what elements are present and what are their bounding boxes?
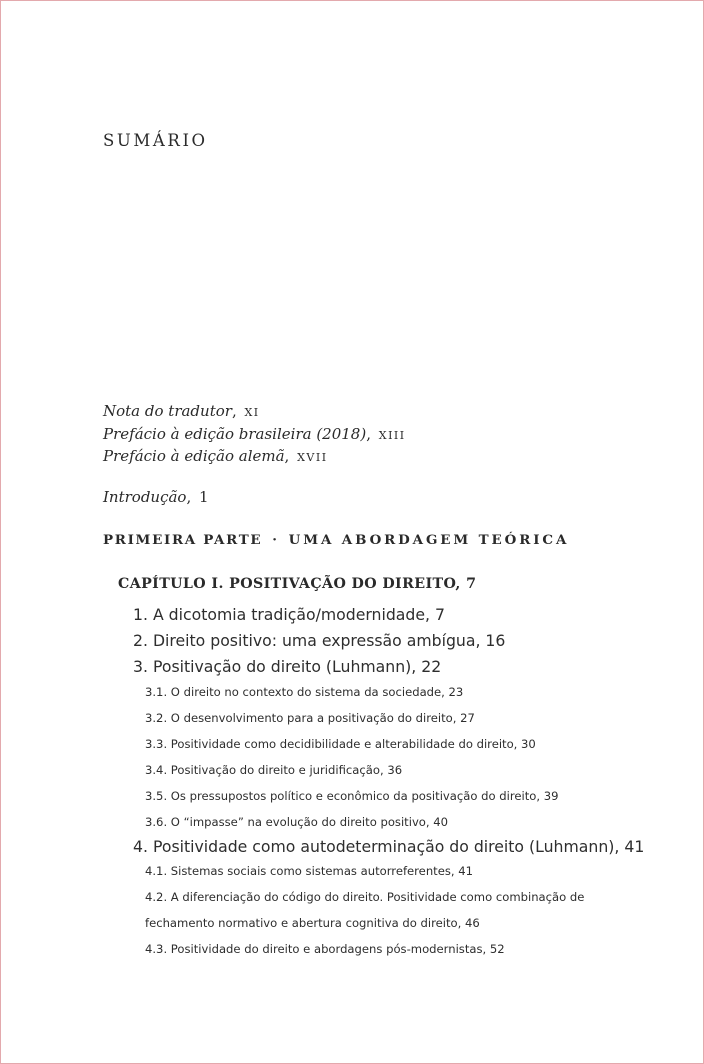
toc-entry-page: , xvii <box>284 447 328 465</box>
toc-subsection-3-2[interactable]: 3.2. O desenvolvimento para a positivação do direito, 27 <box>145 711 475 725</box>
toc-entry-page: , 1 <box>186 488 211 506</box>
toc-entry-label: Prefácio à edição alemã <box>103 447 285 465</box>
toc-section-3[interactable]: 3. Positivação do direito (Luhmann), 22 <box>133 657 442 676</box>
toc-entry-nota-do-tradutor[interactable] <box>103 402 260 420</box>
toc-entry-page: , xiii <box>366 425 406 443</box>
toc-entry-label: Introdução <box>103 488 187 506</box>
page-title: SUMÁRIO <box>103 131 208 150</box>
toc-subsection-4-2[interactable]: 4.2. A diferenciação do código do direito. Positividade como combinação de <box>145 890 585 904</box>
toc-subsection-4-2-continued[interactable]: fechamento normativo e abertura cognitiva do direito, 46 <box>145 916 480 930</box>
toc-section-1[interactable]: 1. A dicotomia tradição/modernidade, 7 <box>133 605 445 624</box>
toc-entry-label: Prefácio à edição brasileira (2018) <box>103 425 367 443</box>
toc-subsection-3-6[interactable]: 3.6. O “impasse” na evolução do direito positivo, 40 <box>145 815 449 829</box>
part-title: UMA ABORDAGEM TEÓRICA <box>288 532 570 548</box>
part-separator: · <box>272 532 279 548</box>
toc-section-4[interactable]: 4. Positividade como autodeterminação do direito (Luhmann), 41 <box>133 837 645 856</box>
toc-entry-introducao[interactable] <box>103 488 210 506</box>
part-heading <box>103 532 569 548</box>
part-name: PRIMEIRA PARTE <box>103 532 263 548</box>
toc-subsection-3-5[interactable]: 3.5. Os pressupostos político e econômico da positivação do direito, 39 <box>145 789 559 803</box>
toc-section-2[interactable]: 2. Direito positivo: uma expressão ambígua, 16 <box>133 631 506 650</box>
toc-entry-prefacio-alema[interactable] <box>103 447 328 465</box>
toc-entry-label: Nota do tradutor <box>103 402 232 420</box>
toc-subsection-4-3[interactable]: 4.3. Positividade do direito e abordagens pós-modernistas, 52 <box>145 942 505 956</box>
chapter-heading[interactable]: CAPÍTULO I. POSITIVAÇÃO DO DIREITO, 7 <box>118 576 477 592</box>
toc-subsection-3-1[interactable]: 3.1. O direito no contexto do sistema da sociedade, 23 <box>145 685 464 699</box>
toc-entry-prefacio-brasileira[interactable] <box>103 425 406 443</box>
toc-entry-page: , xi <box>231 402 260 420</box>
toc-subsection-3-3[interactable]: 3.3. Positividade como decidibilidade e alterabilidade do direito, 30 <box>145 737 536 751</box>
toc-subsection-3-4[interactable]: 3.4. Positivação do direito e juridificação, 36 <box>145 763 403 777</box>
toc-subsection-4-1[interactable]: 4.1. Sistemas sociais como sistemas autorreferentes, 41 <box>145 864 474 878</box>
